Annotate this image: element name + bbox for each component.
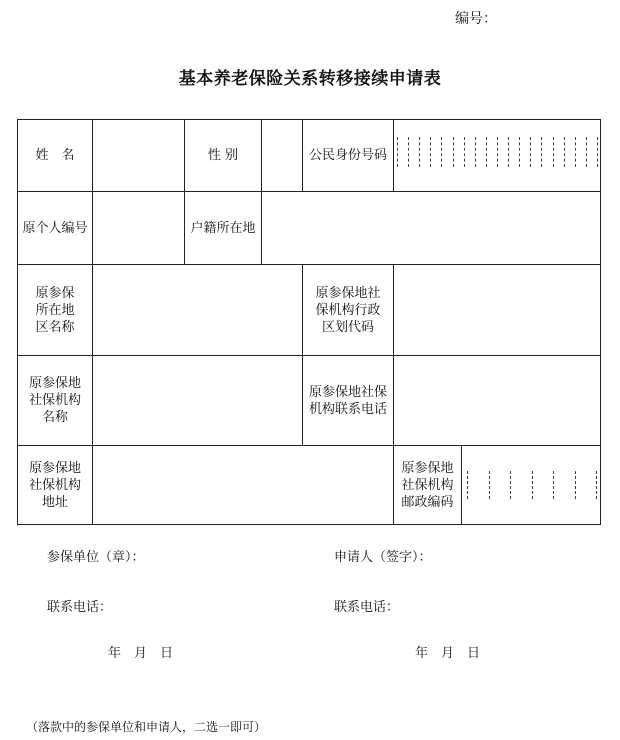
digit-box[interactable] (553, 137, 564, 167)
label-line: 社保机构 (28, 393, 81, 408)
digit-box[interactable] (475, 137, 486, 167)
id-number-digit-boxes[interactable] (397, 137, 598, 167)
label-line: 所在地 (35, 302, 75, 318)
applicant-signature-label: 申请人（签字）： (334, 550, 432, 565)
agency-address-field[interactable] (93, 446, 393, 524)
personal-number-field[interactable] (93, 192, 184, 264)
agency-name-field[interactable] (93, 356, 302, 445)
digit-box[interactable] (441, 137, 452, 167)
digit-box[interactable] (519, 137, 530, 167)
label-line: 原参保地 (401, 460, 454, 476)
agency-address-label (18, 446, 92, 524)
applicant-date-label: 年 月 日 (415, 646, 481, 661)
unit-phone-label: 联系电话： (47, 600, 113, 615)
household-registration-label: 户籍所在地 (190, 220, 256, 236)
label-line: 区名称 (35, 319, 75, 335)
digit-box[interactable] (430, 137, 441, 167)
digit-box[interactable] (397, 137, 408, 167)
label-line: 机构联系电话 (308, 401, 387, 417)
digit-box[interactable] (486, 137, 497, 167)
digit-box[interactable] (489, 471, 511, 499)
digit-box[interactable] (419, 137, 430, 167)
household-registration-field[interactable] (262, 192, 600, 264)
gender-field[interactable] (262, 120, 302, 191)
name-field[interactable] (93, 120, 184, 191)
label-line: 邮政编码 (401, 494, 454, 510)
applicant-phone-label: 联系电话： (334, 600, 400, 615)
original-region-name-field[interactable] (93, 265, 302, 355)
postcode-digit-boxes[interactable] (467, 471, 597, 499)
digit-box[interactable] (510, 471, 532, 499)
digit-box[interactable] (575, 471, 598, 499)
unit-seal-label: 参保单位（章）： (47, 550, 145, 565)
label-line: 区划代码 (321, 319, 374, 335)
digit-box[interactable] (575, 137, 586, 167)
agency-phone-label (303, 356, 393, 445)
label-line: 保机构行政 (315, 302, 381, 318)
label-line: 名称 (41, 410, 68, 425)
label-line: 原参保地 (28, 376, 81, 391)
table-col-divider (461, 445, 462, 525)
name-label: 姓 名 (35, 148, 75, 163)
digit-box[interactable] (467, 471, 489, 499)
label-line: 社保机构 (28, 477, 81, 493)
digit-box[interactable] (464, 137, 475, 167)
digit-box[interactable] (586, 137, 598, 167)
agency-phone-field[interactable] (394, 356, 600, 445)
digit-box[interactable] (553, 471, 575, 499)
label-line: 社保机构 (401, 477, 454, 493)
label-line: 原参保地社 (315, 285, 381, 301)
digit-box[interactable] (508, 137, 519, 167)
form-title: 基本养老保险关系转移接续申请表 (178, 69, 442, 89)
admin-division-code-field[interactable] (394, 265, 600, 355)
table-border-right (600, 119, 601, 525)
label-line: 地址 (41, 494, 68, 510)
digit-box[interactable] (564, 137, 575, 167)
personal-number-label: 原个人编号 (22, 220, 88, 236)
original-region-name-label (18, 265, 92, 355)
admin-division-code-label (303, 265, 393, 355)
digit-box[interactable] (453, 137, 464, 167)
postcode-label (394, 446, 461, 524)
label-line: 原参保地 (28, 460, 81, 476)
label-line: 原参保地社保 (308, 384, 387, 400)
footnote: （落款中的参保单位和申请人，二选一即可） (26, 720, 267, 734)
digit-box[interactable] (541, 137, 552, 167)
digit-box[interactable] (532, 471, 554, 499)
table-col-divider (393, 119, 394, 191)
digit-box[interactable] (497, 137, 508, 167)
digit-box[interactable] (408, 137, 419, 167)
agency-name-label (18, 356, 92, 445)
serial-number-label: 编号： (455, 11, 497, 27)
digit-box[interactable] (530, 137, 541, 167)
gender-label: 性 别 (207, 148, 239, 163)
table-border-bottom (17, 524, 601, 525)
id-number-label: 公民身份号码 (308, 148, 387, 163)
label-line: 原参保 (35, 285, 75, 301)
unit-date-label: 年 月 日 (108, 646, 174, 661)
